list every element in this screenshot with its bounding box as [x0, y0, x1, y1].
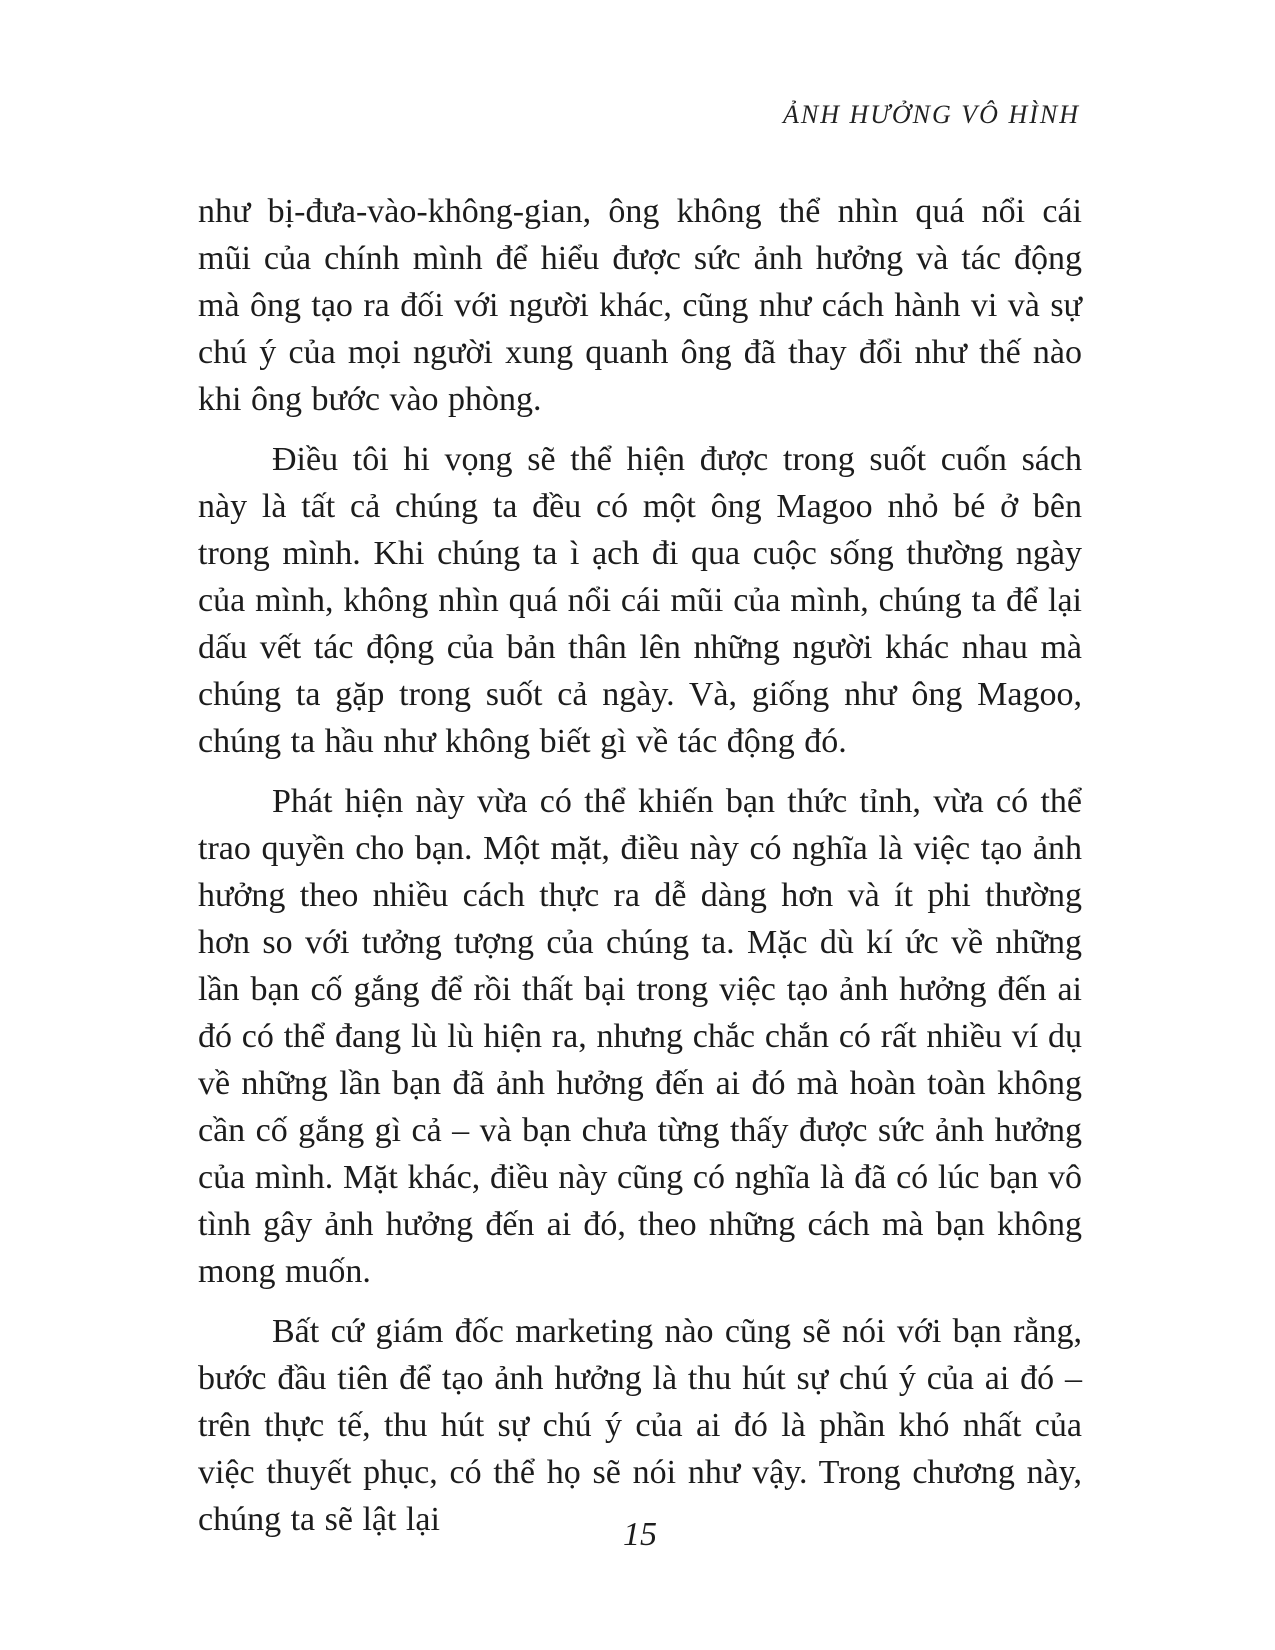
page-number: 15: [623, 1516, 657, 1553]
paragraph: Phát hiện này vừa có thể khiến bạn thức tỉnh, vừa có thể trao quyền cho bạn. Một mặt, điều này có nghĩa là việc tạo ảnh hưởng theo nhiều cách thực ra dễ dàng hơn và ít phi thường hơn so với tưởng tượng của chúng ta. Mặc dù kí ức về những lần bạn cố gắng để rồi thất bại trong việc tạo ảnh hưởng đến ai đó có thể đang lù lù hiện ra, nhưng chắc chắn có rất nhiều ví dụ về những lần bạn đã ảnh hưởng đến ai đó mà hoàn toàn không cần cố gắng gì cả – và bạn chưa từng thấy được sức ảnh hưởng của mình. Mặt khác, điều này cũng có nghĩa là đã có lúc bạn vô tình gây ảnh hưởng đến ai đó, theo những cách mà bạn không mong muốn.: [198, 783, 1082, 1290]
body-text: [198, 188, 1082, 1543]
paragraph: như bị-đưa-vào-không-gian, ông không thể nhìn quá nổi cái mũi của chính mình để hiểu được sức ảnh hưởng và tác động mà ông tạo ra đối với người khác, cũng như cách hành vi và sự chú ý của mọi người xung quanh ông đã thay đổi như thế nào khi ông bước vào phòng.: [198, 193, 1082, 418]
running-head: ẢNH HƯỞNG VÔ HÌNH: [783, 100, 1080, 129]
text-block: [198, 100, 1082, 1556]
paragraph: Bất cứ giám đốc marketing nào cũng sẽ nói với bạn rằng, bước đầu tiên để tạo ảnh hưởng là thu hút sự chú ý của ai đó – trên thực tế, thu hút sự chú ý của ai đó là phần khó nhất của việc thuyết phục, có thể họ sẽ nói như vậy. Trong chương này, chúng ta sẽ lật lại: [198, 1313, 1082, 1538]
paragraph: Điều tôi hi vọng sẽ thể hiện được trong suốt cuốn sách này là tất cả chúng ta đều có một ông Magoo nhỏ bé ở bên trong mình. Khi chúng ta ì ạch đi qua cuộc sống thường ngày của mình, không nhìn quá nổi cái mũi của mình, chúng ta để lại dấu vết tác động của bản thân lên những người khác nhau mà chúng ta gặp trong suốt cả ngày. Và, giống như ông Magoo, chúng ta hầu như không biết gì về tác động đó.: [198, 441, 1082, 760]
